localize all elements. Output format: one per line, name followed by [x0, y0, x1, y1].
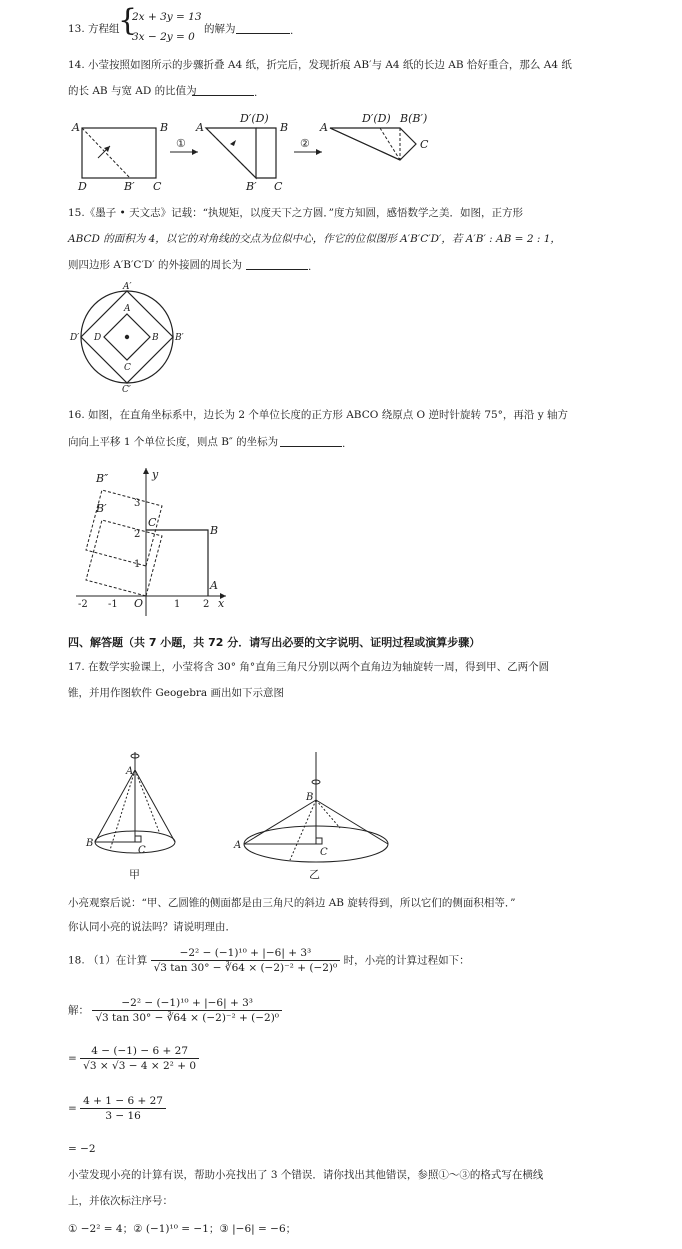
fig16-B: B: [210, 524, 219, 537]
fig16-tick-2: 2: [134, 529, 141, 540]
fig2-label-Bp: B′: [246, 180, 257, 193]
fig17b-C: C: [320, 847, 328, 858]
fig1-label-B: B: [160, 121, 169, 134]
fig17a-A: A: [126, 766, 134, 777]
fig17a-B: B: [86, 838, 94, 849]
fig15-D: D: [94, 333, 102, 343]
q16-line2: 向向上平移 1 个单位长度，则点 B″ 的坐标为: [68, 436, 279, 448]
q18-step1-frac: [92, 996, 282, 1025]
q18-line7: ① −2² = 4；② (−1)¹⁰ = −1；③ |−6| = −6；: [68, 1223, 297, 1235]
q13-number: 13.: [68, 23, 85, 35]
q18-step3: [68, 1094, 166, 1123]
fig3-label-A: A: [320, 121, 328, 134]
q17-line3: 小亮观察后说：“甲、乙圆锥的侧面都是由三角尺的斜边 AB 旋转得到，所以它们的侧面积相等．”: [68, 897, 516, 909]
fig16-C: C: [148, 516, 157, 529]
q18-step1-den: √3 tan 30° − ∛64 × (−2)⁻² + (−2)⁰: [95, 1012, 280, 1024]
q18-step3-eq: =: [68, 1102, 77, 1115]
fig16-O: O: [134, 597, 144, 610]
fig2-label-B: B: [280, 121, 289, 134]
fig3-label-C: C: [420, 138, 429, 151]
fig16-tick-x1: 1: [174, 599, 181, 610]
fig15-Dp: D′: [70, 333, 80, 343]
fig17a-caption: 甲: [129, 868, 140, 881]
q18-step2-num: 4 − (−1) − 6 + 27: [80, 1044, 199, 1059]
q17-line2: 锥，并用作图软件 Geogebra 画出如下示意图: [68, 687, 285, 699]
fig3-label-DpD: D′(D): [362, 112, 391, 125]
q18-result: = −2: [68, 1143, 96, 1155]
step1-marker: ①: [176, 137, 186, 150]
fig16-tick-xm2: -2: [78, 599, 88, 610]
fig1-label-C: C: [153, 180, 162, 193]
q15-line1: 15.《墨子 • 天文志》记载：“执规矩，以度天下之方圆．”度方知圆，感悟数学之美．如图，正方形: [68, 207, 524, 219]
fig16-tick-xm1: -1: [108, 599, 118, 610]
q18-step1: [68, 996, 282, 1025]
q18-expression: [151, 946, 341, 975]
fig3-label-BBp: B(B′): [400, 112, 428, 125]
fig16-tick-x2: 2: [203, 599, 210, 610]
q13-suffix: 的解为: [204, 23, 236, 35]
q18-sol-label: 解：: [68, 1004, 89, 1017]
q18-step3-den: 3 − 16: [105, 1110, 141, 1122]
fig2-label-DpD: D′(D): [240, 112, 269, 125]
q18-expr-num: −2² − (−1)¹⁰ + |−6| + 3³: [151, 946, 341, 961]
fig16-Bpp: B″: [96, 472, 109, 485]
q16-answer-blank[interactable]: .: [280, 435, 345, 451]
fig15-Ap: A′: [123, 282, 132, 292]
fig17b-A: A: [234, 840, 242, 851]
q14-line1: 14. 小莹按照如图所示的步骤折叠 A4 纸，折完后，发现折痕 AB′与 A4 纸的长边 AB 恰好重合，那么 A4 纸: [68, 59, 572, 71]
q18-line6: 上，并依次标注序号：: [68, 1195, 173, 1207]
q18-step3-frac: [80, 1094, 166, 1123]
fig16-y: y: [152, 468, 159, 481]
q16-line1: 16. 如图，在直角坐标系中，边长为 2 个单位长度的正方形 ABCO 绕原点 O 逆时针旋转 75°，再沿 y 轴方: [68, 409, 569, 421]
fig1-label-Bp: B′: [124, 180, 135, 193]
fig1-label-A: A: [72, 121, 80, 134]
q13-prefix: 方程组: [88, 23, 120, 35]
q14-line2: 的长 AB 与宽 AD 的比值为: [68, 85, 197, 97]
fig15-C: C: [124, 363, 131, 373]
q18-step1-num: −2² − (−1)¹⁰ + |−6| + 3³: [92, 996, 282, 1011]
fig2-label-A: A: [196, 121, 204, 134]
q13-eq1: 2x + 3y = 13: [132, 11, 202, 23]
q18-step2-eq: =: [68, 1052, 77, 1065]
system-brace: {: [118, 3, 138, 38]
q18-intro: [68, 946, 470, 975]
fig17b-caption: 乙: [309, 868, 320, 881]
fig15-Bp: B′: [175, 333, 184, 343]
fig16-A: A: [210, 579, 218, 592]
fig17b-B: B: [306, 792, 314, 803]
fig15-A: A: [124, 304, 131, 314]
q18-expr-den: √3 tan 30° − ∛64 × (−2)⁻² + (−2)⁰: [153, 962, 338, 974]
fig15-B: B: [152, 333, 159, 343]
q15-line3: 则四边形 A′B′C′D′ 的外接圆的周长为: [68, 259, 242, 271]
fig17a-C: C: [138, 845, 146, 856]
q18-line5: 小莹发现小亮的计算有误，帮助小亮找出了 3 个错误．请你找出其他错误，参照①～③的格式写在横线: [68, 1169, 544, 1181]
q18-step2-frac: [80, 1044, 199, 1073]
fig16-Bp: B′: [96, 502, 107, 515]
section-title: 四、解答题（共 7 小题，共 72 分．请写出必要的文字说明、证明过程或演算步骤）: [68, 636, 481, 649]
q18-pre: 18. （1）在计算: [68, 954, 148, 967]
fig16-x: x: [218, 597, 225, 610]
q13-eq2: 3x − 2y = 0: [132, 31, 195, 43]
q18-step3-num: 4 + 1 − 6 + 27: [80, 1094, 166, 1109]
q15-line2: ABCD 的面积为 4，以它的对角线的交点为位似中心，作它的位似图形 A′B′C′D′，若 A′B′ : AB = 2 : 1，: [68, 233, 561, 245]
q13-answer-blank[interactable]: .: [236, 22, 293, 38]
q18-step2-den: √3 × √3 − 4 × 2² + 0: [83, 1060, 197, 1072]
fig15-Cp: C′: [122, 385, 131, 395]
q17-line1: 17. 在数学实验课上，小莹将含 30° 角°直角三角尺分别以两个直角边为轴旋转一周，得到甲、乙两个圆: [68, 661, 550, 673]
q14-answer-blank[interactable]: .: [192, 84, 257, 100]
q18-step2: [68, 1044, 199, 1073]
q15-answer-blank[interactable]: .: [246, 258, 311, 274]
fig16-tick-3: 3: [134, 498, 141, 509]
step2-marker: ②: [300, 137, 310, 150]
fig1-label-D: D: [78, 180, 87, 193]
q18-post: 时，小亮的计算过程如下：: [343, 954, 470, 967]
q17-line4: 你认同小亮的说法吗？请说明理由．: [68, 921, 236, 933]
fig2-label-C: C: [274, 180, 283, 193]
fig16-tick-1: 1: [134, 559, 141, 570]
